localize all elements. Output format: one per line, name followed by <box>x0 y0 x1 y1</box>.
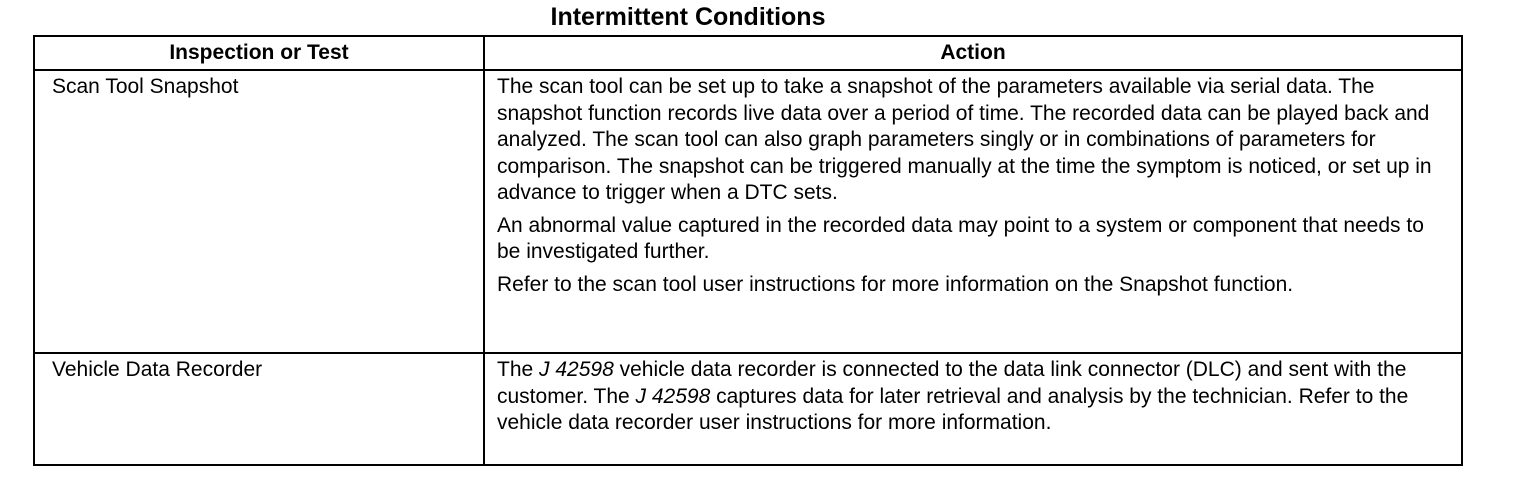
test-name-cell: Scan Tool Snapshot <box>34 70 484 353</box>
tool-number: J 42598 <box>635 384 711 408</box>
column-header-inspection: Inspection or Test <box>34 36 484 70</box>
action-text: vehicle data recorder is connected to the data link connector (DLC) and sent with the customer. The <box>497 358 1407 408</box>
action-cell <box>484 353 1462 465</box>
action-text: The <box>497 358 540 381</box>
action-paragraph: Refer to the scan tool user instructions for more information on the Snapshot function. <box>497 272 1294 296</box>
action-paragraph: An abnormal value captured in the recorded data may point to a system or component that needs to be investigated further. <box>497 213 1424 263</box>
table-header-row <box>34 36 1462 70</box>
table-row <box>34 70 1462 353</box>
column-header-action: Action <box>484 36 1462 70</box>
action-paragraph <box>497 357 1453 437</box>
page-title: Intermittent Conditions <box>550 3 826 31</box>
table-row <box>34 353 1462 465</box>
test-name-cell: Vehicle Data Recorder <box>34 353 484 465</box>
action-cell <box>484 70 1462 353</box>
tool-number: J 42598 <box>539 358 614 381</box>
intermittent-conditions-table <box>33 35 1463 466</box>
action-text: captures data for later retrieval and analysis by the technician. Refer to the vehicle data recorder user instructions for more information. <box>497 384 1409 434</box>
action-paragraph: The scan tool can be set up to take a snapshot of the parameters available via serial data. The snapshot function records live data over a period of time. The recorded data can be played back and analyzed. The scan tool can also graph parameters singly or in combinations of parameters for comparison. The snapshot can be triggered manually at the time the symptom is noticed, or set up in advance to trigger when a DTC sets. <box>497 75 1432 204</box>
